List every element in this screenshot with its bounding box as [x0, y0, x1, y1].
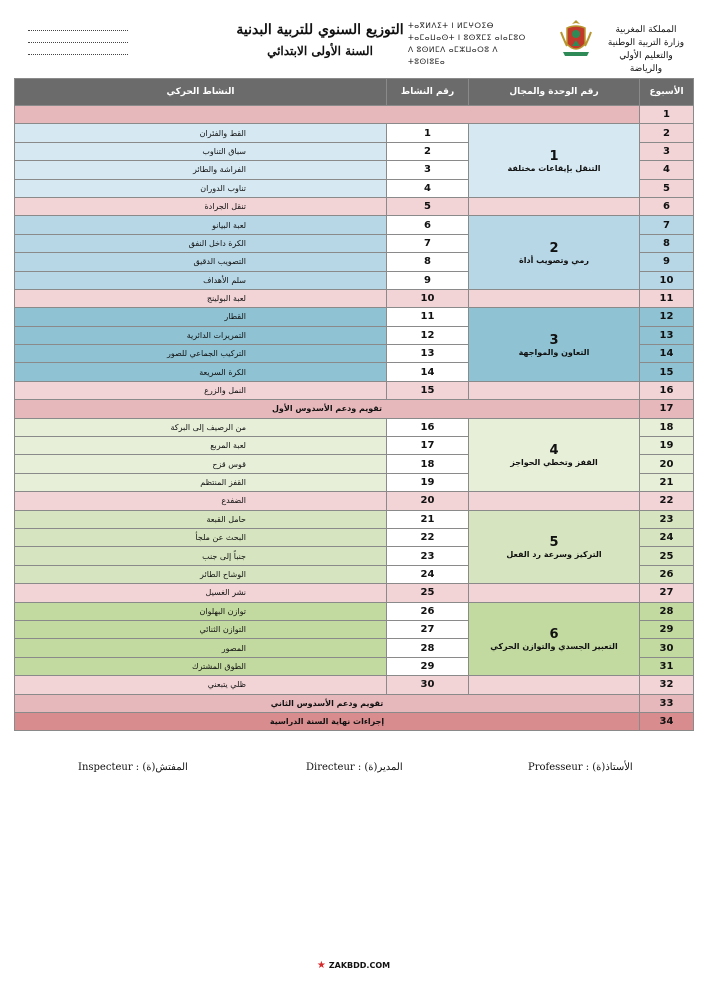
ministry-line-1: المملكة المغربية — [615, 25, 677, 35]
tifinagh-line-2: ⵜⴰⵎⴰⵡⴰⵙⵜ ⵏ ⵓⵙⴳⵎⵉ ⴰⵏⴰⵎⵓⵔ — [408, 33, 526, 42]
table-row — [15, 400, 694, 418]
week-cell: 13 — [640, 326, 694, 344]
week-cell: 34 — [640, 712, 694, 730]
ministry-name — [603, 24, 689, 76]
activity-number-cell: 25 — [387, 584, 469, 602]
week-cell: 21 — [640, 473, 694, 491]
blank-cell — [469, 381, 640, 399]
activity-number-cell: 4 — [387, 179, 469, 197]
activity-number-cell: 23 — [387, 547, 469, 565]
week-cell: 29 — [640, 620, 694, 638]
week-cell: 24 — [640, 528, 694, 546]
unit-title: التركيز وسرعة رد الفعل — [506, 549, 602, 559]
activity-number-cell: 24 — [387, 565, 469, 583]
unit-number: 5 — [549, 534, 559, 550]
activity-cell: نشر الغسيل — [15, 584, 387, 602]
activity-number-cell: 3 — [387, 161, 469, 179]
table-row — [15, 492, 694, 510]
unit-title: التعبير الجسدي والتوازن الحركي — [490, 641, 618, 651]
header-week: الأسبوع — [640, 79, 694, 106]
week-cell: 1 — [640, 106, 694, 124]
table-header-row — [15, 79, 694, 106]
week-cell: 3 — [640, 142, 694, 160]
activity-number-cell: 13 — [387, 345, 469, 363]
activity-cell: الكرة داخل النفق — [15, 234, 387, 252]
table-row — [15, 216, 694, 234]
table-row — [15, 418, 694, 436]
week-cell: 30 — [640, 639, 694, 657]
document-title: التوزيع السنوي للتربية البدنية — [236, 22, 404, 38]
unit-cell — [469, 308, 640, 382]
activity-number-cell: 8 — [387, 253, 469, 271]
activity-cell: التركيب الجماعي للصور — [15, 345, 387, 363]
table-row — [15, 106, 694, 124]
activity-cell: المصور — [15, 639, 387, 657]
week-cell: 22 — [640, 492, 694, 510]
activity-cell: القطار — [15, 308, 387, 326]
unit-title: التنقل بإيقاعات مختلفة — [507, 163, 601, 173]
unit-title: رمي وتصويب أداة — [519, 255, 589, 265]
week-cell: 7 — [640, 216, 694, 234]
blank-cell — [469, 289, 640, 307]
director-signature-label: Directeur : المدير(ة) — [306, 762, 403, 773]
activity-number-cell: 21 — [387, 510, 469, 528]
activity-cell: القط والفئران — [15, 124, 387, 142]
activity-cell: البحث عن ملجأ — [15, 528, 387, 546]
activity-number-cell: 20 — [387, 492, 469, 510]
blank-cell — [469, 492, 640, 510]
table-row — [15, 602, 694, 620]
activity-cell: الوشاح الطائر — [15, 565, 387, 583]
week-cell: 23 — [640, 510, 694, 528]
week-cell: 14 — [640, 345, 694, 363]
tifinagh-line-1: ⵜⴰⴳⵍⴷⵉⵜ ⵏ ⵍⵎⵖⵔⵉⴱ — [408, 21, 494, 30]
week-cell: 28 — [640, 602, 694, 620]
unit-cell — [469, 510, 640, 584]
ministry-line-2: وزارة التربية الوطنية — [607, 38, 685, 48]
week-cell: 9 — [640, 253, 694, 271]
activity-number-cell: 1 — [387, 124, 469, 142]
unit-number: 6 — [549, 626, 559, 642]
week-cell: 6 — [640, 197, 694, 215]
activity-number-cell: 28 — [387, 639, 469, 657]
week-cell: 26 — [640, 565, 694, 583]
week-cell: 10 — [640, 271, 694, 289]
blank-line-3 — [28, 54, 128, 55]
table-row — [15, 694, 694, 712]
activity-number-cell: 14 — [387, 363, 469, 381]
unit-cell — [469, 602, 640, 676]
week-cell: 31 — [640, 657, 694, 675]
activity-cell: قوس قزح — [15, 455, 387, 473]
unit-number: 1 — [549, 148, 559, 164]
activity-number-cell: 7 — [387, 234, 469, 252]
activity-cell: النمل والزرع — [15, 381, 387, 399]
activity-cell: جنباً إلى جنب — [15, 547, 387, 565]
week-cell: 33 — [640, 694, 694, 712]
site-name: ZAKBDD.COM — [328, 961, 391, 970]
activity-number-cell: 9 — [387, 271, 469, 289]
blank-cell — [469, 584, 640, 602]
activity-number-cell: 6 — [387, 216, 469, 234]
activity-cell: تنقل الجرادة — [15, 197, 387, 215]
week-cell: 18 — [640, 418, 694, 436]
header-activity-number: رقم النشاط — [387, 79, 469, 106]
activity-cell: الضفدع — [15, 492, 387, 510]
week-cell: 19 — [640, 437, 694, 455]
activity-number-cell: 11 — [387, 308, 469, 326]
week-cell: 16 — [640, 381, 694, 399]
blank-cell — [15, 106, 640, 124]
week-cell: 17 — [640, 400, 694, 418]
table-row — [15, 584, 694, 602]
week-cell: 11 — [640, 289, 694, 307]
week-cell: 15 — [640, 363, 694, 381]
activity-number-cell: 29 — [387, 657, 469, 675]
activity-number-cell: 16 — [387, 418, 469, 436]
activity-cell: الكرة السريعة — [15, 363, 387, 381]
activity-cell: سباق التناوب — [15, 142, 387, 160]
unit-cell — [469, 216, 640, 290]
week-cell: 5 — [640, 179, 694, 197]
end-of-year-cell: إجراءات نهاية السنة الدراسية — [15, 712, 640, 730]
star-logo-icon: ★ — [316, 960, 326, 971]
week-cell: 25 — [640, 547, 694, 565]
blank-cell — [469, 676, 640, 694]
activity-cell: لعبة البيانو — [15, 216, 387, 234]
blank-line-2 — [28, 42, 128, 43]
unit-number: 2 — [549, 240, 559, 256]
ministry-block — [519, 14, 689, 74]
activity-number-cell: 2 — [387, 142, 469, 160]
table-row — [15, 289, 694, 307]
activity-cell: لعبة البولينج — [15, 289, 387, 307]
activity-number-cell: 27 — [387, 620, 469, 638]
unit-cell — [469, 418, 640, 492]
week-cell: 2 — [640, 124, 694, 142]
unit-number: 4 — [549, 442, 559, 458]
activity-number-cell: 10 — [387, 289, 469, 307]
week-cell: 27 — [640, 584, 694, 602]
activity-cell: القفز المنتظم — [15, 473, 387, 491]
blank-cell — [469, 197, 640, 215]
header-unit: رقم الوحدة والمجال — [469, 79, 640, 106]
evaluation-1-cell: تقويم ودعم الأسدوس الأول — [15, 400, 640, 418]
activity-cell: الفراشة والطائر — [15, 161, 387, 179]
activity-number-cell: 18 — [387, 455, 469, 473]
activity-cell: توازن البهلوان — [15, 602, 387, 620]
week-cell: 4 — [640, 161, 694, 179]
blank-line-1 — [28, 30, 128, 31]
annual-distribution-table — [14, 78, 694, 731]
unit-title: التعاون والمواجهة — [518, 347, 590, 357]
activity-cell: ظلي يتبعني — [15, 676, 387, 694]
activity-number-cell: 26 — [387, 602, 469, 620]
ministry-line-3: والتعليم الأولي والرياضة — [619, 51, 673, 74]
week-cell: 32 — [640, 676, 694, 694]
activity-number-cell: 5 — [387, 197, 469, 215]
activity-cell: لعبة المربع — [15, 437, 387, 455]
unit-title: القفز وتخطي الحواجز — [510, 457, 598, 467]
table-row — [15, 510, 694, 528]
activity-number-cell: 12 — [387, 326, 469, 344]
activity-number-cell: 30 — [387, 676, 469, 694]
activity-number-cell: 15 — [387, 381, 469, 399]
activity-cell: تناوب الدوران — [15, 179, 387, 197]
unit-number: 3 — [549, 332, 559, 348]
table-row — [15, 308, 694, 326]
activity-cell: التمريرات الدائرية — [15, 326, 387, 344]
week-cell: 12 — [640, 308, 694, 326]
document-subtitle: السنة الأولى الابتدائي — [267, 44, 373, 58]
activity-cell: حامل القبعة — [15, 510, 387, 528]
teacher-signature-label: Professeur : الأستاذ(ة) — [528, 762, 633, 773]
activity-cell: الطوق المشترك — [15, 657, 387, 675]
activity-number-cell: 19 — [387, 473, 469, 491]
table-row — [15, 197, 694, 215]
inspector-signature-label: Inspecteur : المفتش(ة) — [78, 762, 188, 773]
activity-cell: من الرصيف إلى البركة — [15, 418, 387, 436]
table-row — [15, 381, 694, 399]
evaluation-2-cell: تقويم ودعم الأسدوس الثاني — [15, 694, 640, 712]
activity-number-cell: 22 — [387, 528, 469, 546]
week-cell: 8 — [640, 234, 694, 252]
activity-number-cell: 17 — [387, 437, 469, 455]
document-title-block — [150, 22, 490, 58]
tifinagh-line-3: ⴷ ⵓⵙⵍⵎⴷ ⴰⵎⵣⵡⴰⵔⵓ ⴷ ⵜⵓⵙⵏⵓⴹⴰ — [408, 45, 499, 66]
header-activity: النشاط الحركي — [15, 79, 387, 106]
activity-cell: التصويب الدقيق — [15, 253, 387, 271]
moroccan-emblem-icon — [559, 18, 593, 58]
week-cell: 20 — [640, 455, 694, 473]
unit-cell — [469, 124, 640, 198]
table-row — [15, 676, 694, 694]
activity-cell: التوازن الثنائي — [15, 620, 387, 638]
site-footer — [0, 960, 707, 971]
table-row — [15, 124, 694, 142]
activity-cell: سلم الأهداف — [15, 271, 387, 289]
table-row — [15, 712, 694, 730]
